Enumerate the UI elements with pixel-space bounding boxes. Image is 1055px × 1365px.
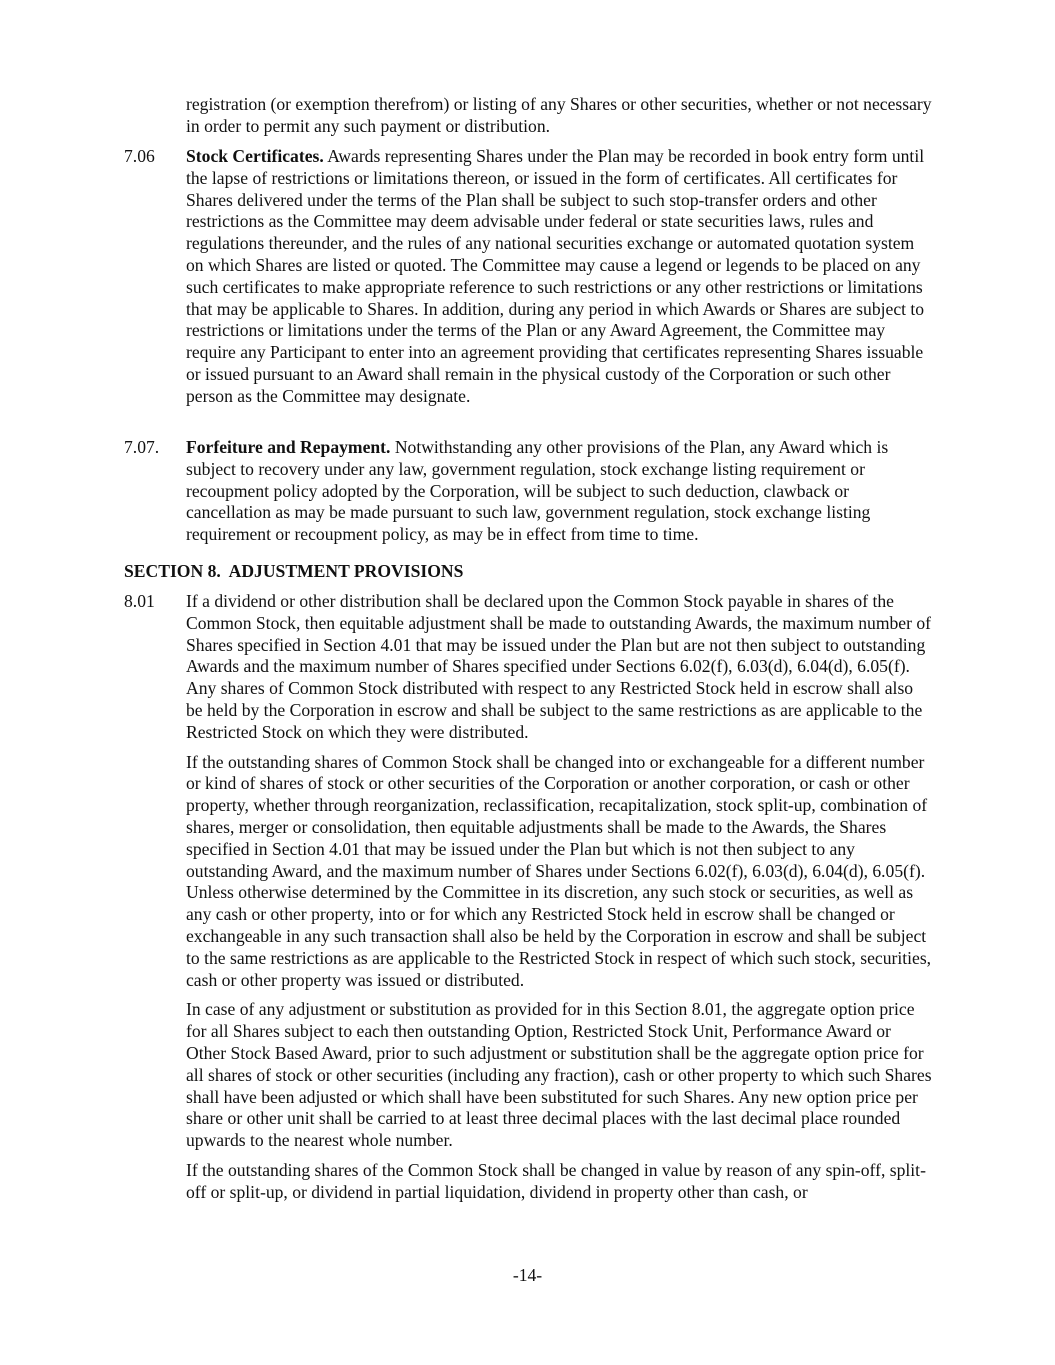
section-paragraph: If the outstanding shares of Common Stock shall be changed into or exchangeable for a different number or kind of shares of stock or other securities of the Corporation or another corporation, or cash or other property, whether through reorganization, reclassification, recapitalization, stock split-up, combination of shares, merger or consolidation, then equitable adjustments shall be made to the Awards, the Shares specified in Section 4.01 that may be issued under the Plan but which is not then subject to any outstanding Award, and the maximum number of Shares under Sections 6.02(f), 6.03(d), 6.04(d), 6.05(f). Unless otherwise determined by the Committee in its discretion, any such stock or securities, as well as any cash or other property, into or for which any Restricted Stock held in escrow shall be changed or exchangeable in any such transaction shall also be held by the Corporation in escrow and shall be subject to the same restrictions as are applicable to the Restricted Stock in respect of which such stock, securities, cash or other property was issued or distributed. (186, 751, 932, 990)
section-number: 7.06 (124, 146, 155, 166)
section-paragraph (186, 437, 934, 546)
section-paragraph: In case of any adjustment or substitution as provided for in this Section 8.01, the aggregate option price for all Shares subject to each then outstanding Option, Restricted Stock Unit, Performance Award or Other Stock Based Award, prior to such adjustment or substitution shall be the aggregate option price for all shares of stock or other securities (including any fraction), cash or other property to which such Shares shall have been adjusted or which shall have been substituted for such Shares. Any new option price per share or other unit shall be carried to at least three decimal places with the last decimal place rounded upwards to the nearest whole number. (186, 999, 932, 1151)
section-title: Stock Certificates. (186, 146, 324, 166)
section-8-01 (124, 591, 934, 1212)
section-8-heading: SECTION 8. ADJUSTMENT PROVISIONS (124, 561, 464, 581)
section-paragraph: If a dividend or other distribution shall be declared upon the Common Stock payable in shares of the Common Stock, then equitable adjustment shall be made to outstanding Awards, the maximum number of Shares specified in Section 4.01 that may be issued under the Plan but are not then subject to outstanding Awards and the maximum number of Shares specified under Sections 6.02(f), 6.03(d), 6.04(d), 6.05(f). Any shares of Common Stock distributed with respect to any Restricted Stock held in escrow shall also be held by the Corporation in escrow and shall be subject to the same restrictions as are applicable to the Restricted Stock on which they were distributed. (186, 591, 932, 742)
section-paragraph: If the outstanding shares of the Common Stock shall be changed in value by reason of any spin-off, split-off or split-up, or dividend in partial liquidation, dividend in property other than cash, or (186, 1159, 926, 1202)
section-text: Awards representing Shares under the Plan may be recorded in book entry form until the lapse of restrictions or limitations thereon, or issued in the form of certificates. All certificates for Shares delivered under the terms of the Plan shall be subject to such stop-transfer orders and other restrictions as the Committee may deem advisable under federal or state securities laws, rules and regulations thereunder, and the rules of any national securities exchange or automated quotation system on which Shares are listed or quoted. The Committee may cause a legend or legends to be placed on any such certificates to make appropriate reference to such restrictions or any other restrictions or limitations that may be applicable to Shares. In addition, during any period in which Awards or Shares are subject to restrictions or limitations under the terms of the Plan or any Award Agreement, the Committee may require any Participant to enter into an agreement providing that certificates representing Shares issuable or issued pursuant to an Award shall remain in the physical custody of the Corporation or such other person as the Committee may designate. (186, 146, 925, 406)
section-number: 8.01 (124, 591, 155, 611)
continued-paragraph: registration (or exemption therefrom) or listing of any Shares or other securities, whether or not necessary in order to permit any such payment or distribution. (186, 94, 932, 136)
section-number: 7.07. (124, 437, 160, 457)
section-7-06 (124, 146, 934, 416)
section-title: Forfeiture and Repayment. (186, 437, 391, 457)
section-text: Notwithstanding any other provisions of the Plan, any Award which is subject to recovery under any law, government regulation, stock exchange listing requirement or recoupment policy adopted by the Corporation, will be subject to such deduction, clawback or cancellation as may be made pursuant to such law, government regulation, stock exchange listing requirement or recoupment policy, as may be in effect from time to time. (186, 437, 889, 545)
section-paragraph (186, 146, 934, 408)
page-number: -14- (512, 1265, 543, 1285)
section-7-07 (124, 437, 934, 554)
